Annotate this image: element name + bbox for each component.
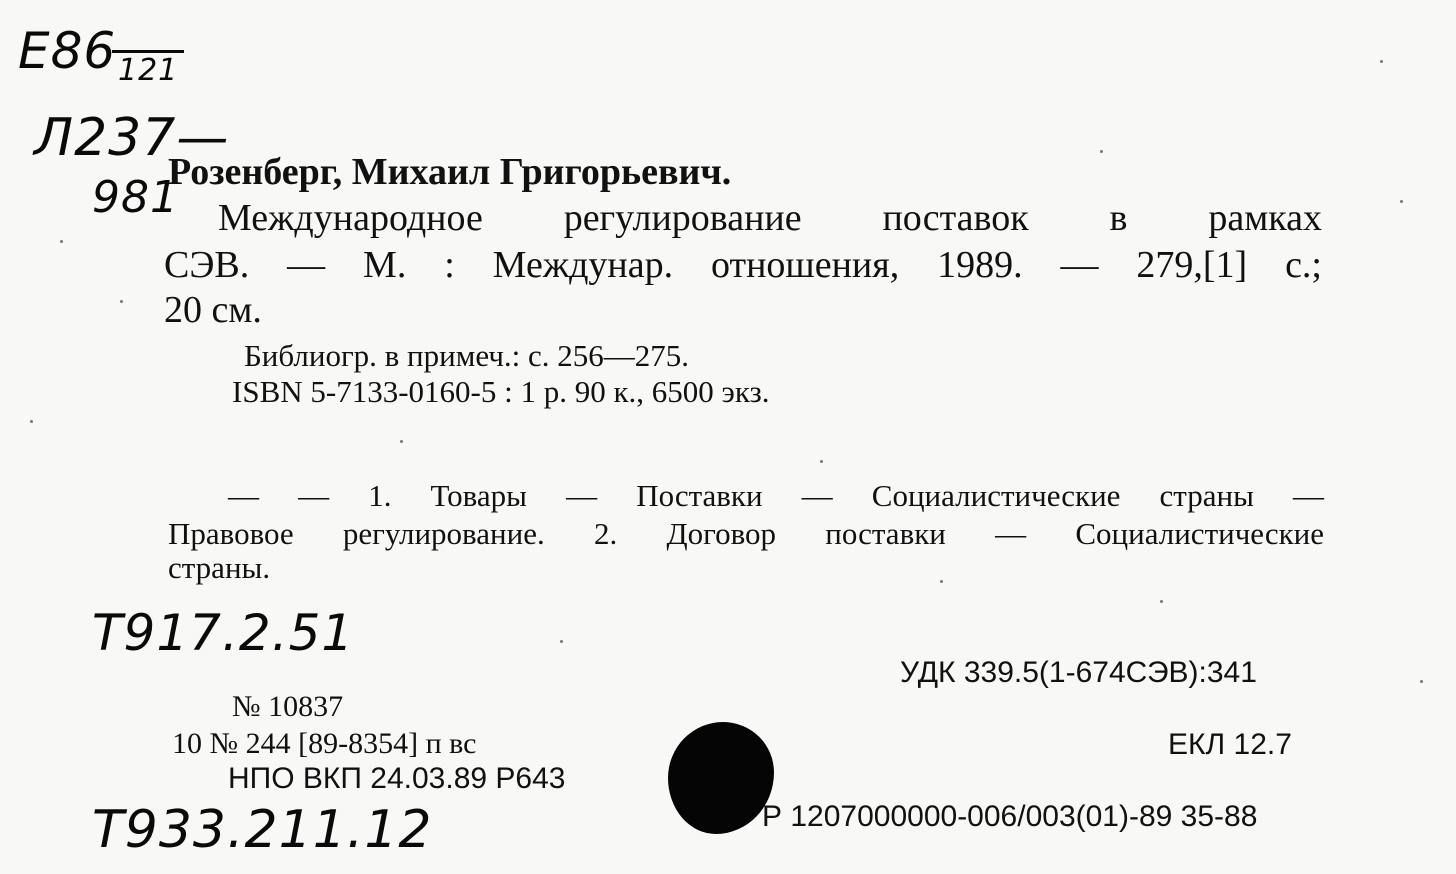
speck bbox=[940, 580, 943, 583]
title-line-1: Международное регулирование поставок в рамках bbox=[218, 197, 1322, 239]
speck bbox=[30, 420, 33, 423]
speck bbox=[560, 640, 563, 643]
speck bbox=[1420, 680, 1423, 683]
author-heading: Розенберг, Михаил Григорьевич. bbox=[168, 151, 732, 193]
shelf-mark: Е86 bbox=[18, 22, 117, 80]
isbn-line: ISBN 5-7133-0160-5 : 1 р. 90 к., 6500 экз. bbox=[232, 374, 770, 409]
hand-code-1: Т917.2.51 bbox=[92, 604, 355, 662]
classification-number: Р 1207000000-006/003(01)-89 35-88 bbox=[762, 800, 1258, 833]
publisher-code: НПО ВКП 24.03.89 Р643 bbox=[228, 762, 566, 795]
call-number-2: 981 bbox=[92, 172, 179, 223]
hand-code-2: Т933.211.12 bbox=[92, 800, 433, 860]
title-line-3: 20 см. bbox=[164, 289, 262, 331]
bibliography-note: Библиогр. в примеч.: с. 256—275. bbox=[244, 338, 690, 373]
order-line: 10 № 244 [89-8354] п вс bbox=[172, 727, 477, 760]
speck bbox=[120, 300, 123, 303]
speck bbox=[400, 440, 403, 443]
subjects-line-1: — — 1. Товары — Поставки — Социалистические страны — bbox=[228, 478, 1324, 513]
ekl-code: ЕКЛ 12.7 bbox=[1168, 728, 1292, 761]
ink-blot bbox=[668, 722, 774, 834]
speck bbox=[60, 240, 63, 243]
speck bbox=[1160, 600, 1163, 603]
speck bbox=[1400, 200, 1403, 203]
speck bbox=[820, 460, 823, 463]
speck bbox=[1100, 150, 1103, 153]
speck bbox=[1380, 60, 1383, 63]
subjects-line-2: Правовое регулирование. 2. Договор поставки — Социалистические bbox=[168, 516, 1324, 551]
call-number-1: Л237— bbox=[34, 108, 230, 168]
subjects-line-3: страны. bbox=[168, 550, 271, 585]
udk-code: УДК 339.5(1-674СЭВ):341 bbox=[900, 656, 1257, 689]
shelf-mark-sub: 121 bbox=[112, 50, 184, 88]
card-number: № 10837 bbox=[232, 690, 344, 723]
title-line-2: СЭВ. — М. : Междунар. отношения, 1989. — 279,[1] с.; bbox=[164, 244, 1322, 286]
